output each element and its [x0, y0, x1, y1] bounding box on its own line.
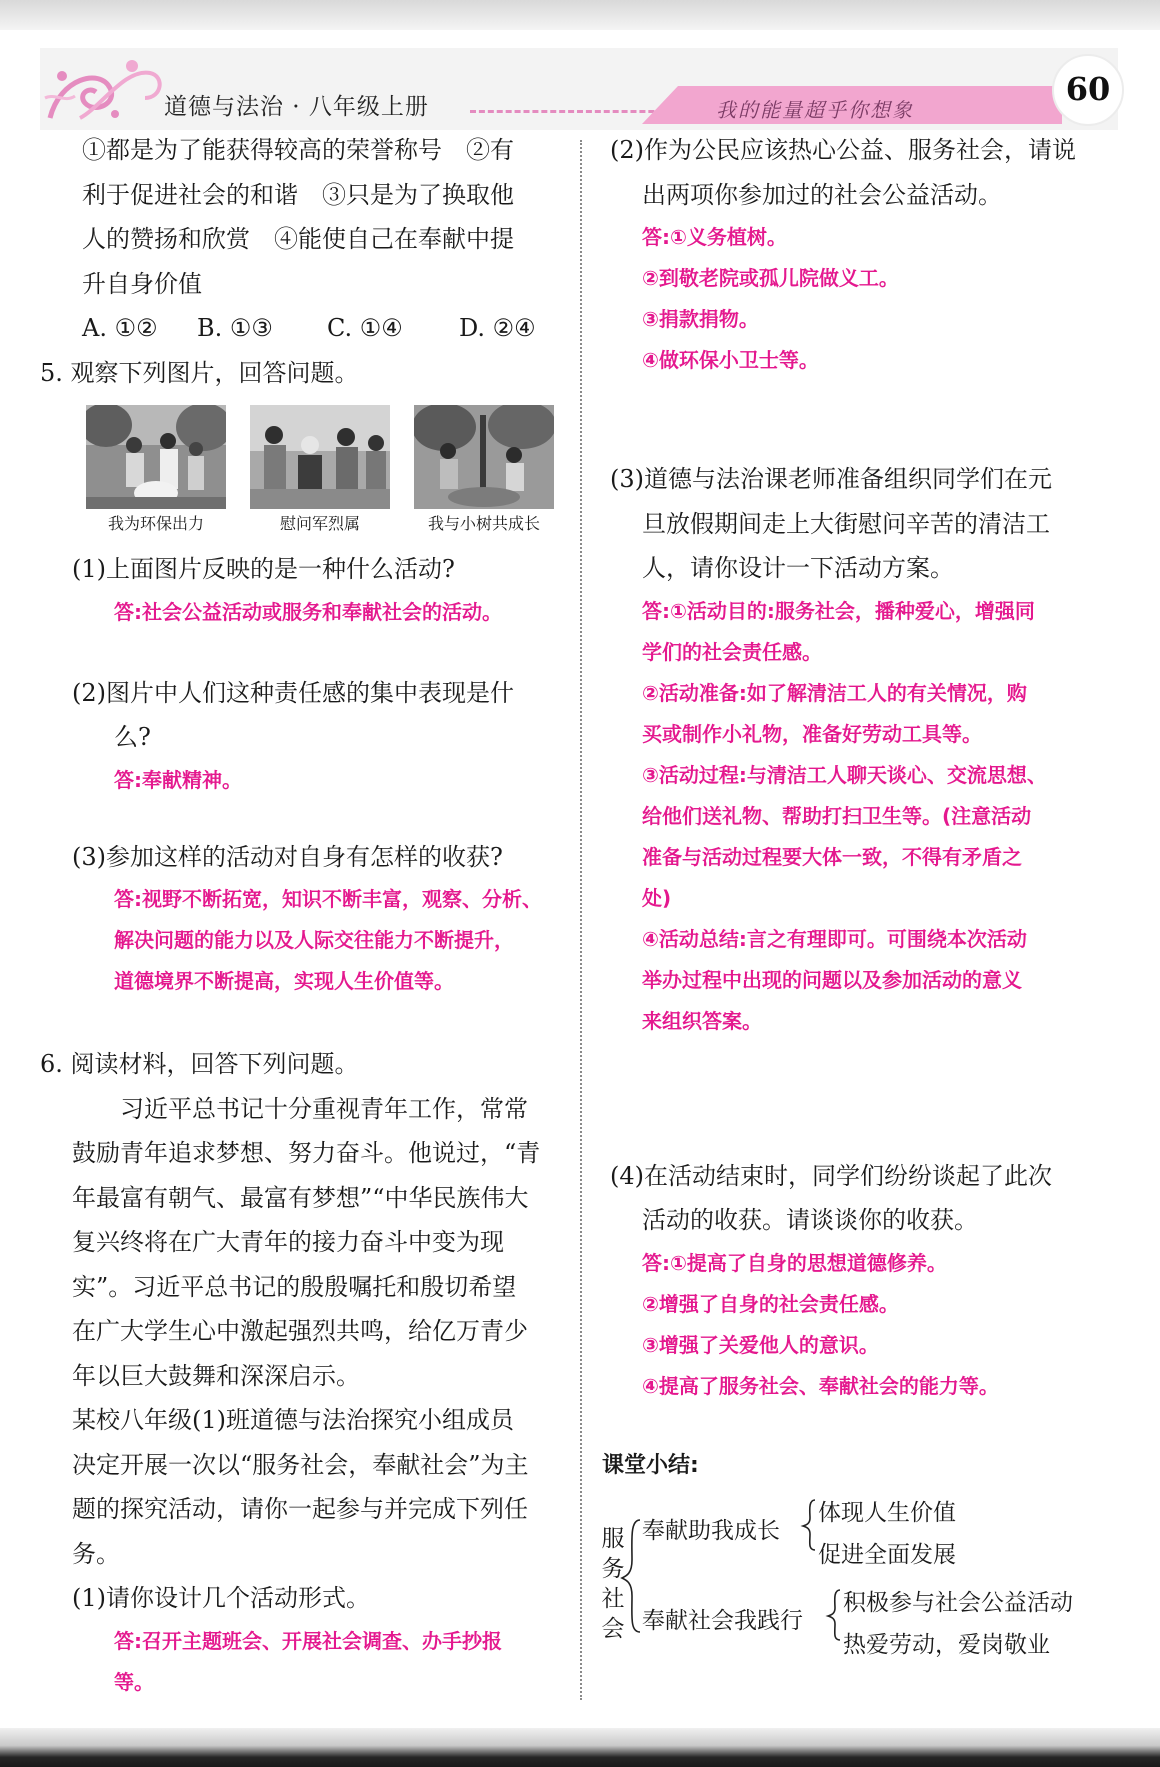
- photo-caption: 慰问军烈属: [279, 514, 360, 533]
- q6-answer4: ②增强了自身的社会责任感。: [642, 1291, 899, 1316]
- q6-answer1: 等。: [114, 1669, 154, 1694]
- photo-tree-image: [414, 405, 554, 509]
- q5-answer3: 解决问题的能力以及人际交往能力不断提升，: [114, 928, 514, 952]
- photo-visit: [250, 405, 390, 539]
- q6-answer2: 答:①义务植树。: [642, 225, 787, 249]
- summary-branch-2: 奉献社会我践行: [642, 1608, 803, 1634]
- photo-caption: 我与小树共成长: [427, 514, 540, 533]
- q5-answer3: 道德境界不断提高，实现人生价值等。: [114, 969, 454, 993]
- q6-answer2: ③捐款捐物。: [642, 307, 759, 331]
- q6-material-line: 复兴终将在广大青年的接力奋斗中变为现: [72, 1228, 504, 1256]
- choice-c: C. ①④: [327, 314, 403, 342]
- photo-environment: [86, 405, 226, 539]
- q6-sub3-cont: 人，请你设计一下活动方案。: [642, 554, 954, 582]
- left-column: [40, 128, 565, 1703]
- root-char: 会: [601, 1616, 625, 1642]
- q6-sub4-cont: 活动的收获。请谈谈你的收获。: [642, 1206, 978, 1234]
- q5-sub2: (2)图片中人们这种责任感的集中表现是什: [72, 678, 514, 707]
- q5-stem: 5. 观察下列图片，回答问题。: [40, 358, 359, 387]
- q4-option-line: ①都是为了能获得较高的荣誉称号 ②有: [82, 136, 514, 164]
- q6-answer3: ④活动总结:言之有理即可。可围绕本次活动: [642, 926, 1027, 951]
- summary-branch-1: 奉献助我成长: [642, 1518, 780, 1544]
- q6-material-line: 决定开展一次以“服务社会，奉献社会”为主: [72, 1450, 529, 1479]
- slogan-text: 我的能量超乎你想象: [716, 98, 914, 122]
- q4-option-line: 升自身价值: [82, 269, 202, 298]
- q5-sub3: (3)参加这样的活动对自身有怎样的收获?: [72, 842, 503, 871]
- q5-answer3: 答:视野不断拓宽，知识不断丰富，观察、分析、: [114, 887, 542, 911]
- choice-a: A. ①②: [82, 314, 158, 342]
- q6-sub1: (1)请你设计几个活动形式。: [72, 1584, 370, 1612]
- q5-sub2-cont: 么?: [114, 723, 151, 751]
- q6-material-line: 务。: [72, 1539, 120, 1568]
- photo-visit-image: [250, 405, 390, 509]
- q5-photos: [40, 405, 565, 539]
- summary-root: [600, 1524, 626, 1644]
- q6-stem: 6. 阅读材料，回答下列问题。: [40, 1050, 359, 1078]
- q6-answer3: 准备与活动过程要大体一致，不得有矛盾之: [642, 844, 1022, 869]
- q6-answer4: ③增强了关爱他人的意识。: [642, 1332, 879, 1357]
- page-number: 60: [1052, 54, 1124, 126]
- q6-material-line: 实”。习近平总书记的殷殷嘱托和殷切希望: [72, 1272, 517, 1301]
- q6-answer3: 给他们送礼物、帮助打扫卫生等。(注意活动: [642, 803, 1032, 828]
- summary-title: 课堂小结:: [602, 1453, 699, 1478]
- root-char: 社: [601, 1586, 625, 1612]
- q6-sub3-cont: 旦放假期间走上大街慰问辛苦的清洁工: [642, 509, 1050, 538]
- bottom-frame: [0, 1728, 1160, 1767]
- q4-choices: [40, 306, 565, 351]
- q6-material-line: 年最富有朝气、最富有梦想”“中华民族伟大: [72, 1183, 529, 1212]
- summary-leaf: 积极参与社会公益活动: [843, 1590, 1073, 1616]
- q6-sub2-cont: 出两项你参加过的社会公益活动。: [642, 180, 1002, 209]
- photo-tree: [414, 405, 554, 539]
- q5-answer2: 答:奉献精神。: [114, 767, 242, 792]
- choice-d: D. ②④: [459, 314, 536, 342]
- page-header: [40, 48, 1118, 130]
- q6-answer3: 买或制作小礼物，准备好劳动工具等。: [642, 721, 982, 746]
- subject-title: 道德与法治 · 八年级上册: [164, 94, 429, 120]
- summary-diagram: [600, 1490, 1120, 1670]
- summary-leaf: 促进全面发展: [818, 1542, 956, 1568]
- root-char: 服: [601, 1526, 625, 1552]
- q4-option-line: 人的赞扬和欣赏 ④能使自己在奉献中提: [82, 225, 514, 253]
- root-char: 务: [601, 1556, 625, 1582]
- column-divider: [580, 140, 582, 1700]
- q6-answer3: 来组织答案。: [642, 1008, 762, 1033]
- q6-answer3: 答:①活动目的:服务社会，播种爱心，增强同: [642, 598, 1035, 623]
- q6-material-line: 年以巨大鼓舞和深深启示。: [72, 1361, 360, 1390]
- q5-answer1: 答:社会公益活动或服务和奉献社会的活动。: [114, 599, 502, 624]
- top-frame: [0, 0, 1160, 30]
- q6-answer3: ②活动准备:如了解清洁工人的有关情况，购: [642, 680, 1027, 705]
- q6-answer3: 学们的社会责任感。: [642, 639, 822, 664]
- right-column: [610, 128, 1130, 1407]
- floral-ornament-icon: [40, 48, 170, 130]
- q4-option-line: 利于促进社会的和谐 ③只是为了换取他: [82, 180, 514, 209]
- q6-material-line: 题的探究活动，请你一起参与并完成下列任: [72, 1495, 528, 1523]
- q6-sub2: (2)作为公民应该热心公益、服务社会，请说: [610, 136, 1076, 164]
- choice-b: B. ①③: [197, 314, 273, 342]
- q6-answer2: ②到敬老院或孤儿院做义工。: [642, 266, 899, 290]
- q6-answer1: 答:召开主题班会、开展社会调查、办手抄报: [114, 1628, 502, 1653]
- q6-material-line: 在广大学生心中激起强烈共鸣，给亿万青少: [72, 1317, 528, 1345]
- q6-material-line: 习近平总书记十分重视青年工作，常常: [72, 1094, 528, 1123]
- q6-answer4: 答:①提高了自身的思想道德修养。: [642, 1250, 947, 1275]
- q6-sub4: (4)在活动结束时，同学们纷纷谈起了此次: [610, 1161, 1052, 1190]
- q6-answer4: ④提高了服务社会、奉献社会的能力等。: [642, 1373, 999, 1398]
- q6-answer3: ③活动过程:与清洁工人聊天谈心、交流思想、: [642, 762, 1047, 787]
- q6-answer3: 举办过程中出现的问题以及参加活动的意义: [642, 967, 1022, 992]
- q6-answer3: 处): [642, 885, 672, 910]
- summary-leaf: 热爱劳动，爱岗敬业: [843, 1632, 1050, 1658]
- q6-sub3: (3)道德与法治课老师准备组织同学们在元: [610, 465, 1052, 493]
- q6-answer2: ④做环保小卫士等。: [642, 348, 819, 372]
- photo-caption: 我为环保出力: [107, 514, 204, 533]
- q6-material-line: 某校八年级(1)班道德与法治探究小组成员: [72, 1406, 514, 1434]
- q6-material-line: 鼓励青年追求梦想、努力奋斗。他说过，“青: [72, 1139, 541, 1167]
- photo-environment-image: [86, 405, 226, 509]
- q5-sub1: (1)上面图片反映的是一种什么活动?: [72, 555, 455, 583]
- summary-leaf: 体现人生价值: [818, 1500, 956, 1526]
